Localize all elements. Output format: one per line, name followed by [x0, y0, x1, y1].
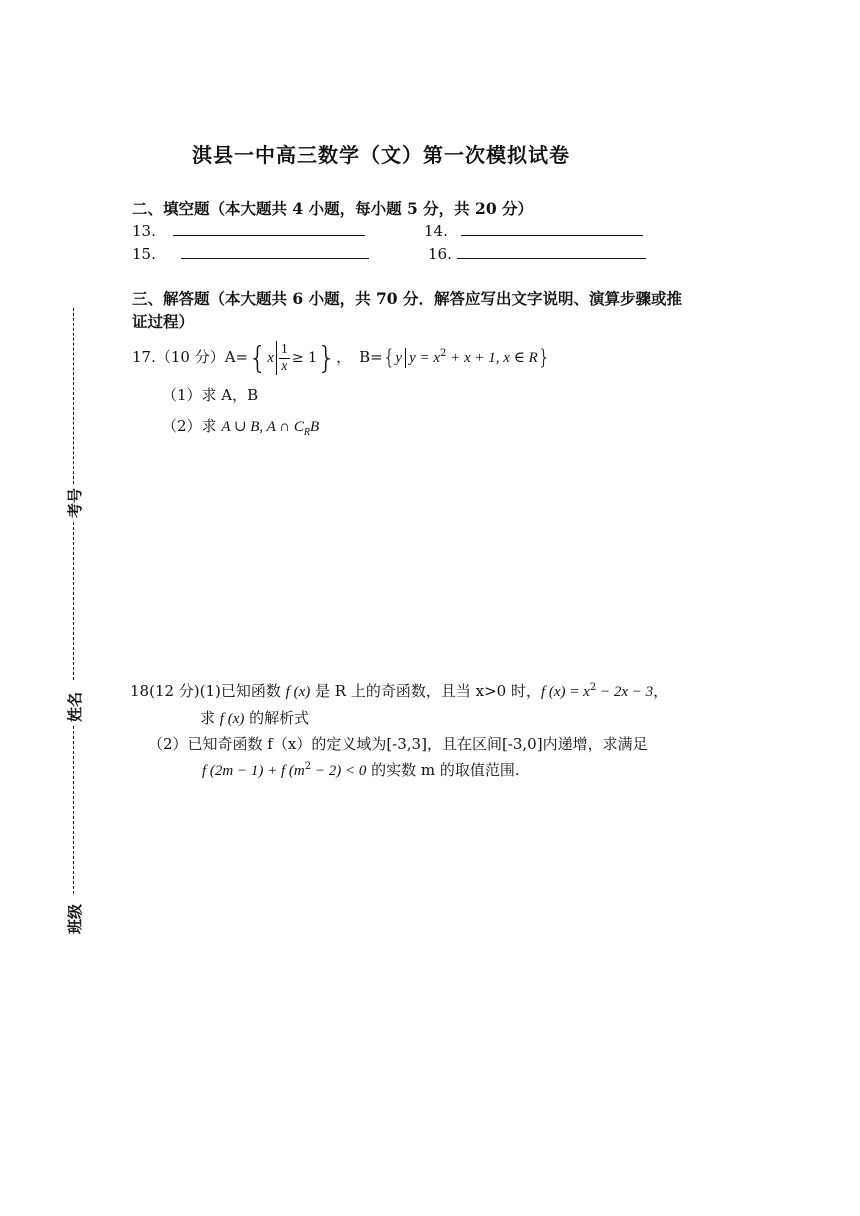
blank-15-label: 15.	[132, 245, 156, 263]
blank-14-line[interactable]	[461, 221, 643, 236]
blank-15	[132, 244, 369, 263]
q17-number: 17.（10 分）	[132, 348, 225, 366]
q17-set-b-expr-2: + x + 1, x ∈ R	[446, 350, 538, 366]
blank-14	[424, 221, 643, 240]
set-divider	[276, 341, 277, 375]
q18-line4-expr-1: f (2m − 1) + f (m	[202, 763, 305, 779]
question-17	[132, 334, 550, 379]
blank-16	[428, 244, 646, 263]
name-label: 姓名	[66, 691, 84, 722]
binding-line-segment	[73, 308, 74, 484]
question-18-line-1	[130, 680, 668, 701]
q17-fraction-den: x	[281, 358, 288, 374]
binding-line-segment	[73, 522, 74, 680]
blank-13	[132, 221, 365, 240]
class-label: 班级	[66, 903, 84, 934]
page-title: 淇县一中高三数学（文）第一次模拟试卷	[192, 143, 570, 167]
left-brace: {	[382, 345, 396, 369]
q17-fraction-num: 1	[280, 341, 288, 357]
blank-15-line[interactable]	[181, 244, 369, 259]
q17-set-b-exp: 2	[440, 348, 447, 359]
q17-sep: ，	[336, 348, 352, 366]
q18-line1-expr-2: − 2x − 3	[596, 684, 654, 700]
q18-line4-exp: 2	[304, 761, 312, 772]
q18-line1-b: 是 R 上的奇函数，且当 x>0 时，	[310, 682, 541, 700]
blank-14-label: 14.	[424, 222, 448, 240]
q17-set-b-var: y	[395, 350, 403, 366]
q17-part2-expr-2: B	[310, 419, 320, 435]
blank-16-line[interactable]	[457, 244, 646, 259]
question-18-line-2	[200, 707, 309, 728]
blank-13-line[interactable]	[173, 221, 365, 236]
q18-line1-exp: 2	[589, 682, 597, 693]
q17-set-a-cond: ≥ 1	[291, 350, 317, 366]
right-brace: }	[316, 341, 337, 376]
binding-line-segment	[73, 726, 74, 894]
q17-part-2	[162, 415, 319, 438]
left-brace: {	[248, 341, 268, 376]
q17-part-1: （1）求 A，B	[162, 386, 259, 404]
q18-line4-end: 的实数 m 的取值范围.	[366, 761, 520, 779]
question-18-line-3: （2）已知奇函数 f（x）的定义域为[-3,3]，且在区间[-3,0]内递增，求满足	[148, 735, 648, 753]
q17-set-b-label: B=	[359, 348, 383, 366]
q18-line2-fx: f (x)	[219, 711, 245, 727]
q18-fx: f (x)	[285, 684, 311, 700]
blank-16-label: 16.	[428, 245, 452, 263]
q17-set-b-expr-1: y = x	[409, 350, 441, 366]
solve-section-heading-2: 证过程）	[132, 312, 195, 331]
q17-part2-sub: R	[303, 427, 311, 438]
q18-line2-b: 的解析式	[244, 709, 310, 727]
set-divider	[405, 348, 406, 368]
q17-fraction	[279, 342, 290, 375]
solve-section-heading-1: 三、解答题（本大题共 6 小题，共 70 分．解答应写出文字说明、演算步骤或推	[132, 289, 682, 308]
q18-line4-expr-2: − 2) < 0	[311, 763, 367, 779]
q18-line1-a: 18(12 分)(1)已知函数	[130, 682, 286, 700]
q17-set-a-label: A=	[224, 348, 249, 366]
exam-number-label: 考号	[66, 487, 84, 518]
q17-part2-prefix: （2）求	[162, 417, 222, 435]
question-18-line-4	[202, 759, 520, 780]
right-brace: }	[537, 345, 551, 369]
q18-line2-a: 求	[200, 709, 220, 727]
q18-line1-expr-1: f (x) = x	[540, 684, 590, 700]
fill-section-heading: 二、填空题（本大题共 4 小题，每小题 5 分，共 20 分）	[132, 199, 534, 218]
q18-line1-end: ，	[653, 682, 669, 700]
q17-set-a-var: x	[267, 350, 274, 366]
blank-13-label: 13.	[132, 222, 156, 240]
q17-part2-expr-1: A ∪ B, A ∩ C	[221, 419, 304, 435]
